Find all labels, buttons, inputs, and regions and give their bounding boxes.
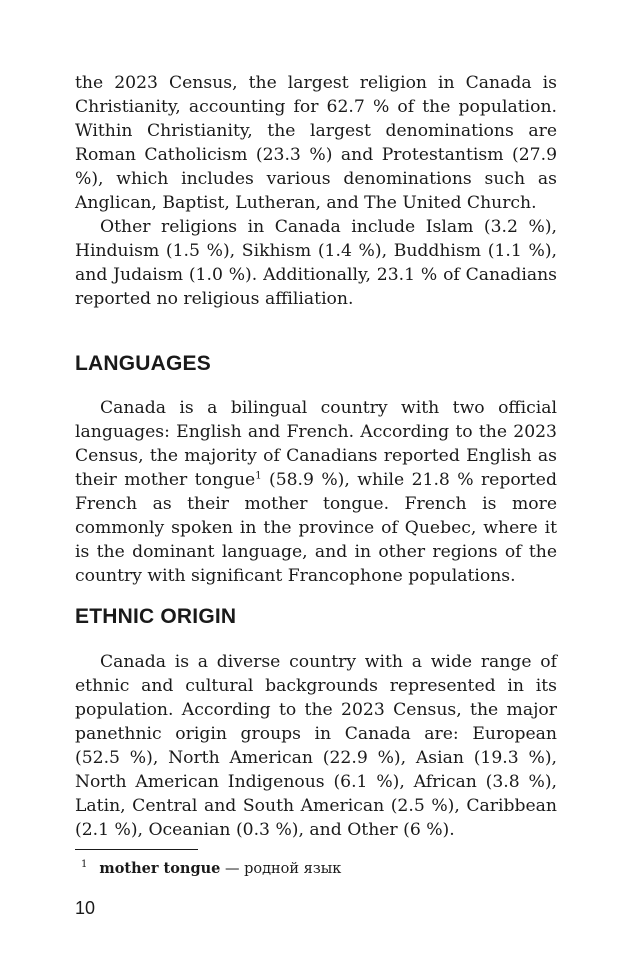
languages-heading: LANGUAGES: [75, 352, 211, 375]
footnote-marker: 1: [255, 470, 262, 482]
religion-section: [75, 71, 557, 311]
footnote-term: mother tongue: [99, 859, 221, 877]
footnote-number: 1: [81, 859, 88, 870]
languages-paragraph: [75, 396, 557, 588]
languages-text-after-note: (58.9 %), while 21.8 % reported French as their mother tongue. French is more commonly spoken in the province of Quebec, where it is the dominant language, and in other regions of the country with significant Francophone populations.: [75, 470, 557, 586]
ethnic-origin-heading: ETHNIC ORIGIN: [75, 605, 237, 628]
religion-paragraph-2: Other religions in Canada include Islam (3.2 %), Hinduism (1.5 %), Sikhism (1.4 %), Buddhism (1.1 %), and Judaism (1.0 %). Additionally, 23.1 % of Canadians reported no religious affiliation.: [75, 217, 557, 309]
ethnic-origin-section: [75, 650, 557, 842]
ethnic-origin-paragraph: Canada is a diverse country with a wide range of ethnic and cultural backgrounds represented in its population. According to the 2023 Census, the major panethnic origin groups in Canada are: European (52.5 %), North American (22.9 %), Asian (19.3 %), North American Indigenous (6.1 %), African (3.8 %), Latin, Central and South American (2.5 %), Caribbean (2.1 %), Oceanian (0.3 %), and Other (6 %).: [75, 652, 557, 840]
languages-text-before-note: Canada is a bilingual country with two official languages: English and French. According to the 2023 Census, the majority of Canadians reported English as their mother tongue: [75, 398, 557, 490]
religion-paragraph-1: the 2023 Census, the largest religion in Canada is Christianity, accounting for 62.7 % of the population. Within Christianity, the largest denominations are Roman Catholicism (23.3 %) and Protestantism (27.9 %), which includes various denominations such as Anglican, Baptist, Lutheran, and The United Church.: [75, 73, 557, 213]
page-number: 10: [75, 898, 96, 918]
footnote: [81, 855, 341, 879]
languages-section: [75, 396, 557, 588]
footnote-dash: —: [220, 860, 245, 877]
footnote-divider: [75, 849, 198, 850]
footnote-translation: родной язык: [244, 860, 342, 877]
